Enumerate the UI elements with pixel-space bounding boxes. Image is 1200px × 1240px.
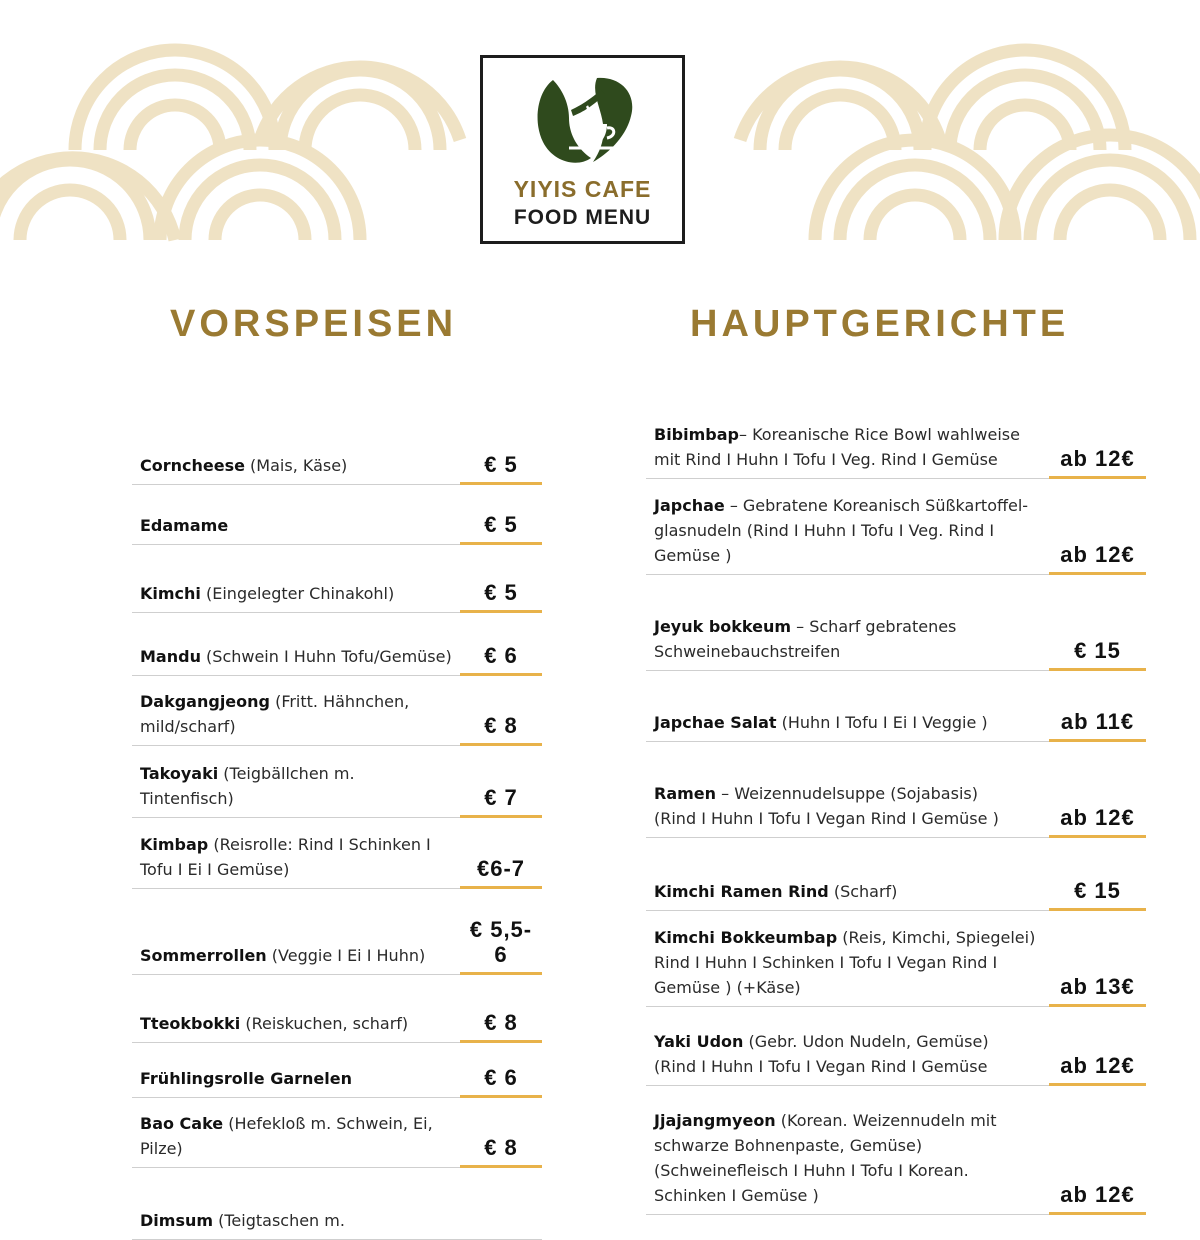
item-description — [140, 581, 456, 606]
item-name: Kimchi Bokkeumbap — [654, 928, 838, 947]
menu-item — [646, 588, 1146, 671]
menu-item — [646, 1028, 1146, 1086]
item-price: € 15 — [1049, 872, 1146, 911]
menu-item — [132, 505, 542, 545]
item-price: ab 12€ — [1049, 1028, 1146, 1086]
item-description — [140, 453, 456, 478]
item-price: ab 12€ — [1049, 756, 1146, 838]
item-name: Dakgangjeong — [140, 692, 270, 711]
item-description — [654, 879, 1045, 904]
menu-item — [132, 1110, 542, 1168]
item-description — [140, 644, 456, 669]
menu-item — [646, 1100, 1146, 1215]
item-detail: – Scharf gebratenes Schweinebauchstreifen — [654, 617, 957, 661]
item-price: ab 12€ — [1049, 492, 1146, 575]
item-name: Corncheese — [140, 456, 245, 475]
item-name: Bibimbap — [654, 425, 739, 444]
item-description — [140, 943, 456, 968]
item-name: Mandu — [140, 647, 201, 666]
item-price: € 7 — [460, 760, 542, 818]
item-price: ab 11€ — [1049, 685, 1146, 742]
item-name: Sommerrollen — [140, 946, 267, 965]
item-price: ab 13€ — [1049, 924, 1146, 1007]
item-name: Bao Cake — [140, 1114, 224, 1133]
item-detail: (Hefekloß m. Schwein, Ei, Pilze) — [140, 1114, 433, 1158]
item-name: Edamame — [140, 516, 229, 535]
item-name: Jjajangmyeon — [654, 1111, 776, 1130]
item-description — [140, 1208, 456, 1233]
section-title-hauptgerichte: HAUPTGERICHTE — [690, 303, 1070, 345]
item-price: ab 12€ — [1049, 395, 1146, 479]
item-description — [654, 781, 1045, 831]
item-detail: (Schwein I Huhn Tofu/Gemüse) — [200, 647, 452, 666]
item-detail: (Mais, Käse) — [244, 456, 348, 475]
cafe-name: YIYIS CAFE — [513, 176, 652, 202]
item-name: Japchae Salat — [654, 713, 777, 732]
item-detail: (Reis, Kimchi, Spiegelei) Rind I Huhn I Schinken I Tofu I Vegan Rind I Gemüse ) (+Käse) — [654, 928, 1036, 997]
item-description — [654, 925, 1045, 1000]
menu-item — [132, 760, 542, 818]
coffee-cup-leaf-logo-icon — [535, 76, 635, 168]
item-detail: – Weizennudelsuppe (Sojabasis) (Rind I Huhn I Tofu I Vegan Rind I Gemüse ) — [654, 784, 999, 828]
menu-item — [646, 685, 1146, 742]
menu-item — [132, 447, 542, 485]
item-detail: (Scharf) — [828, 882, 898, 901]
item-description — [140, 761, 456, 811]
item-name: Dimsum — [140, 1211, 214, 1230]
menu-item — [132, 830, 542, 889]
item-detail: – Koreanische Rice Bowl wahlweise mit Rind I Huhn I Tofu I Veg. Rind I Gemüse — [654, 425, 1020, 469]
item-price: € 8 — [460, 1110, 542, 1168]
item-price: € 15 — [1049, 588, 1146, 671]
item-name: Yaki Udon — [654, 1032, 744, 1051]
item-description — [654, 710, 1045, 735]
item-description — [140, 832, 456, 882]
item-detail: (Eingelegter Chinakohl) — [200, 584, 395, 603]
item-description — [654, 614, 1045, 664]
item-description — [140, 513, 456, 538]
menu-item — [132, 1180, 542, 1240]
menu-item — [132, 690, 542, 746]
menu-item — [132, 905, 542, 975]
item-price: € 8 — [460, 1000, 542, 1043]
menu-item — [132, 1000, 542, 1043]
item-description — [140, 1111, 456, 1161]
item-detail: (Gebr. Udon Nudeln, Gemüse) (Rind I Huhn I Tofu I Vegan Rind I Gemüse — [654, 1032, 989, 1076]
menu-item — [646, 492, 1146, 575]
item-detail: (Veggie I Ei I Huhn) — [266, 946, 426, 965]
menu-item — [646, 756, 1146, 838]
item-price: € 8 — [460, 690, 542, 746]
item-description — [654, 1029, 1045, 1079]
item-detail: (Huhn I Tofu I Ei I Veggie ) — [776, 713, 988, 732]
item-name: Kimchi Ramen Rind — [654, 882, 829, 901]
item-price: € 5 — [460, 447, 542, 485]
item-detail: (Korean. Weizennudeln mit schwarze Bohnenpaste, Gemüse) (Schweinefleisch I Huhn I Tofu I Korean. Schinken I Gemüse ) — [654, 1111, 997, 1205]
item-price: € 5 — [460, 570, 542, 613]
item-detail: (Reiskuchen, scharf) — [240, 1014, 409, 1033]
menu-title: FOOD MENU — [513, 206, 652, 229]
section-title-vorspeisen: VORSPEISEN — [170, 303, 458, 345]
item-detail: (Teigtaschen m. — [213, 1211, 345, 1230]
item-detail: – Gebratene Koreanisch Süßkartoffel- glasnudeln (Rind I Huhn I Tofu I Veg. Rind I Gemüse ) — [654, 496, 1029, 565]
item-detail: (Teigbällchen m. Tintenfisch) — [140, 764, 355, 808]
menu-item — [132, 635, 542, 676]
menu-item — [132, 1058, 542, 1098]
item-price: € 5,5- 6 — [460, 905, 542, 975]
item-price: ab 12€ — [1049, 1100, 1146, 1215]
item-name: Japchae — [654, 496, 725, 515]
item-detail: (Reisrolle: Rind I Schinken I Tofu I Ei I Gemüse) — [140, 835, 431, 879]
item-description — [654, 493, 1045, 568]
logo-box — [480, 55, 685, 244]
item-description — [140, 689, 456, 739]
item-name: Takoyaki — [140, 764, 219, 783]
menu-item — [646, 924, 1146, 1007]
item-name: Kimchi — [140, 584, 201, 603]
menu-item — [646, 395, 1146, 479]
item-price: € 6 — [460, 1058, 542, 1098]
item-price: € 5 — [460, 505, 542, 545]
menu-item — [646, 872, 1146, 911]
decorative-arcs-left — [0, 0, 470, 250]
item-price: €6-7 — [460, 830, 542, 889]
item-description — [140, 1011, 456, 1036]
item-detail: (Fritt. Hähnchen, mild/scharf) — [140, 692, 410, 736]
item-price: € 6 — [460, 635, 542, 676]
decorative-arcs-right — [730, 0, 1200, 250]
item-name: Tteokbokki — [140, 1014, 241, 1033]
item-description — [654, 422, 1045, 472]
item-description — [654, 1108, 1045, 1208]
item-description — [140, 1066, 456, 1091]
item-name: Ramen — [654, 784, 717, 803]
item-name: Jeyuk bokkeum — [654, 617, 792, 636]
menu-item — [132, 570, 542, 613]
item-name: Frühlingsrolle Garnelen — [140, 1069, 352, 1088]
item-name: Kimbap — [140, 835, 209, 854]
